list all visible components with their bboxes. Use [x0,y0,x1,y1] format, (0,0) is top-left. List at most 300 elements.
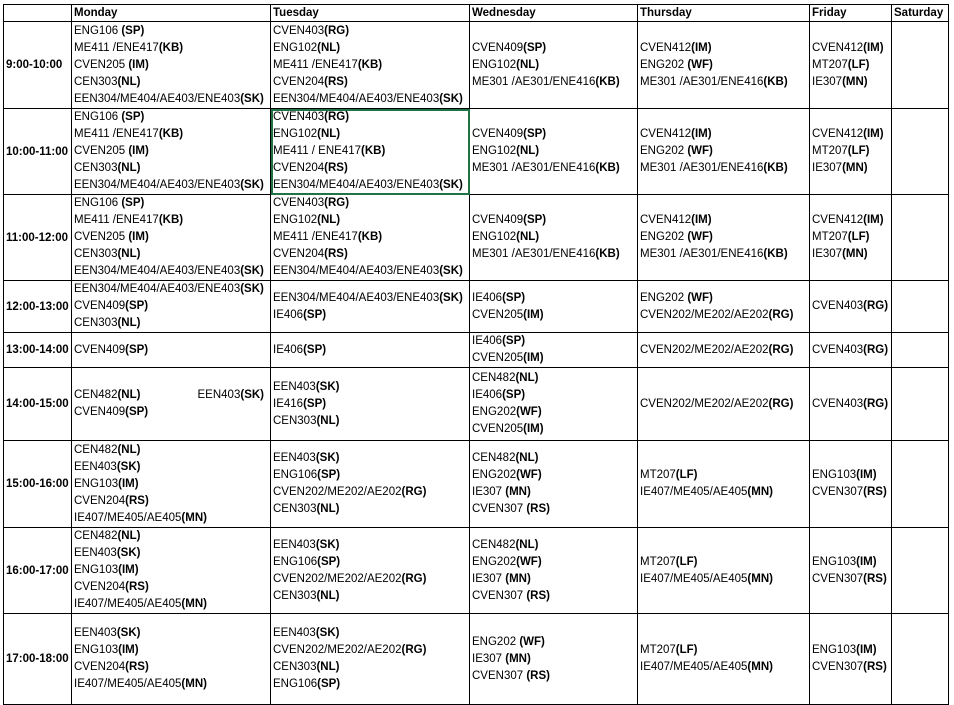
instructor-initials: (SP) [121,24,145,37]
instructor-initials: (NL) [515,538,539,551]
instructor-initials: (KB) [763,75,788,88]
instructor-initials: (NL) [117,389,141,401]
instructor-initials: (SP) [303,397,327,410]
schedule-cell-friday[interactable] [810,281,892,333]
corner-cell[interactable] [4,5,72,22]
schedule-cell-friday[interactable] [810,614,892,705]
schedule-cell-friday[interactable] [810,109,892,195]
instructor-initials: (NL) [316,503,340,515]
course-entry [640,554,807,571]
course-code: ENG202 [472,469,517,481]
course-code: CEN482 [472,452,516,464]
instructor-initials: (WF) [687,291,713,304]
instructor-initials: (SK) [315,380,340,393]
instructor-initials: (WF) [516,555,542,568]
course-code: CEN482 [74,389,118,401]
course-entry [812,246,889,263]
instructor-initials: (WF) [516,406,542,418]
course-code: MT207 [640,555,676,568]
schedule-cell-thursday[interactable] [638,333,810,368]
course-code: IE407/ME405/AE405 [640,486,748,498]
schedule-cell-monday[interactable] [72,614,271,705]
schedule-cell-saturday[interactable] [892,441,949,528]
instructor-initials: (NL) [516,145,540,157]
instructor-initials: (NL) [317,128,341,140]
course-code: EEN403 [197,389,241,401]
instructor-initials: (RS) [324,75,348,88]
course-entry [472,634,635,651]
instructor-initials: (SP) [125,343,149,356]
course-code: EEN304/ME404/AE403/ENE403 [273,265,440,277]
course-code: CVEN409 [472,128,524,140]
instructor-initials: (MN) [842,248,868,260]
instructor-initials: (RS) [863,486,887,498]
schedule-cell-friday[interactable] [810,22,892,109]
course-entry [812,57,889,74]
course-code: IE307 [812,162,843,174]
schedule-cell-wednesday[interactable] [470,195,638,281]
schedule-cell-wednesday[interactable] [470,281,638,333]
instructor-initials: (NL) [117,443,141,456]
instructor-initials: (RG) [401,572,427,585]
course-entry [812,126,889,143]
course-entry [74,91,268,108]
instructor-initials: (MN) [842,75,868,88]
course-entry [74,57,268,74]
instructor-initials: (NL) [515,452,539,464]
course-entry [74,342,268,359]
course-entry [273,450,467,467]
course-code: IE307 [812,75,843,88]
course-entry [472,143,635,160]
course-code: CVEN204 [273,162,325,174]
instructor-initials: (SP) [303,308,327,321]
day-header-tuesday[interactable]: Tuesday [271,5,470,22]
course-entry [812,484,889,501]
course-code: CVEN403 [273,197,325,209]
schedule-cell-friday[interactable] [810,195,892,281]
course-entry [273,484,467,501]
course-code: IE407/ME405/AE405 [74,598,182,610]
course-entry [472,57,635,74]
course-entry [74,476,268,493]
course-code: ME411 /ENE417 [74,41,159,54]
course-code: IE407/ME405/AE405 [640,572,748,585]
course-code: CVEN307 [472,589,527,602]
instructor-initials: (RG) [401,644,427,656]
day-header-thursday[interactable]: Thursday [638,5,810,22]
course-entry [640,307,807,324]
schedule-cell-saturday[interactable] [892,195,949,281]
course-code: ENG202 [472,406,517,418]
schedule-cell-tuesday[interactable] [271,441,470,528]
time-slot-cell[interactable]: 15:00-16:00 [4,441,72,528]
instructor-initials: (RS) [863,572,887,585]
instructor-initials: (SK) [240,179,264,191]
schedule-cell-tuesday[interactable] [271,195,470,281]
course-code: CVEN204 [74,581,126,593]
course-code: CVEN412 [812,41,864,54]
time-slot-cell[interactable]: 14:00-15:00 [4,368,72,441]
schedule-cell-saturday[interactable] [892,22,949,109]
instructor-initials: (SK) [116,547,141,559]
course-code: CVEN202/ME202/AE202 [640,397,769,410]
course-code: ENG106 [74,197,122,209]
course-entry [812,554,889,571]
schedule-cell-thursday[interactable] [638,441,810,528]
course-code: MT207 [812,231,848,243]
instructor-initials: (SK) [439,265,463,277]
schedule-cell-wednesday[interactable] [470,333,638,368]
schedule-cell-thursday[interactable] [638,281,810,333]
instructor-initials: (KB) [357,58,383,71]
course-entry [472,668,635,685]
schedule-cell-wednesday[interactable] [470,614,638,705]
schedule-cell-thursday[interactable] [638,22,810,109]
course-entry [74,596,268,613]
schedule-cell-tuesday[interactable] [271,614,470,705]
day-header-wednesday[interactable]: Wednesday [470,5,638,22]
course-entry [812,342,889,359]
course-entry [812,571,889,588]
instructor-initials: (IM) [128,58,149,71]
time-slot-cell[interactable]: 17:00-18:00 [4,614,72,705]
instructor-initials: (NL) [317,41,341,54]
instructor-initials: (SP) [502,335,526,347]
schedule-cell-monday[interactable] [72,281,271,333]
course-code: CVEN412 [640,128,692,140]
course-entry [74,459,268,476]
course-code: ME301 /AE301/ENE416 [472,248,596,260]
schedule-cell-saturday[interactable] [892,614,949,705]
course-code: ME301 /AE301/ENE416 [472,75,596,88]
schedule-cell-tuesday[interactable] [271,281,470,333]
course-code: EEN403 [273,452,316,464]
schedule-row [4,333,949,368]
schedule-cell-saturday[interactable] [892,528,949,614]
time-slot-cell[interactable]: 16:00-17:00 [4,528,72,614]
course-entry [74,642,268,659]
course-entry [74,315,268,332]
time-slot-cell[interactable]: 10:00-11:00 [4,109,72,195]
course-code: CEN303 [74,248,118,260]
course-code: ENG202 [640,145,688,157]
course-entry [74,229,268,246]
schedule-cell-friday[interactable] [810,528,892,614]
course-entry [74,246,268,263]
instructor-initials: (KB) [595,162,620,174]
instructor-initials: (KB) [158,214,184,226]
schedule-cell-monday[interactable] [72,528,271,614]
schedule-row [4,109,949,195]
instructor-initials: (SK) [439,179,463,191]
instructor-initials: (IM) [691,41,712,54]
schedule-cell-tuesday[interactable] [271,368,470,441]
course-code: EEN403 [273,627,316,639]
course-code: CVEN307 [812,486,864,498]
schedule-cell-friday[interactable] [810,333,892,368]
instructor-initials: (RS) [324,162,348,174]
time-slot-cell[interactable]: 12:00-13:00 [4,281,72,333]
instructor-initials: (NL) [316,414,340,427]
course-code: CVEN409 [472,214,524,226]
course-entry [74,143,268,160]
course-code: IE406 [273,308,304,321]
course-entry [812,143,889,160]
course-entry [74,659,268,676]
instructor-initials: (IM) [128,145,149,157]
course-code: ENG102 [472,58,517,71]
course-code: ENG102 [472,231,517,243]
course-entry [273,57,467,74]
course-code: CEN482 [74,443,118,456]
course-entry [74,387,268,404]
course-entry [640,342,807,359]
instructor-initials: (SP) [502,389,526,401]
schedule-cell-monday[interactable] [72,22,271,109]
course-entry [273,554,467,571]
course-entry [74,493,268,510]
course-entry [273,659,467,676]
course-entry [812,160,889,177]
course-entry [74,40,268,57]
instructor-initials: (RS) [526,503,550,515]
instructor-initials: (MN) [181,511,207,524]
course-entry [74,676,268,693]
schedule-cell-saturday[interactable] [892,368,949,441]
course-code: MT207 [812,58,848,71]
instructor-initials: (LF) [675,644,698,656]
course-entry [472,387,635,404]
course-entry [74,195,268,212]
instructor-initials: (SP) [121,111,145,123]
schedule-cell-wednesday[interactable] [470,109,638,195]
instructor-initials: (SP) [125,406,149,418]
course-entry [640,40,807,57]
instructor-initials: (WF) [687,145,713,157]
course-entry [273,160,467,177]
course-code: CEN303 [74,75,118,88]
schedule-cell-monday[interactable] [72,195,271,281]
course-code: CVEN202/ME202/AE202 [273,644,402,656]
course-code: IE307 [472,652,506,665]
instructor-initials: (SP) [125,300,149,312]
course-code: CVEN204 [74,661,126,673]
day-header-friday[interactable]: Friday [810,5,892,22]
course-code: EEN403 [74,547,117,559]
instructor-initials: (SK) [439,92,463,105]
schedule-cell-saturday[interactable] [892,281,949,333]
instructor-initials: (NL) [117,530,141,542]
schedule-cell-thursday[interactable] [638,368,810,441]
course-entry [273,143,467,160]
instructor-initials: (RG) [863,343,889,356]
schedule-row [4,22,949,109]
course-code: CVEN403 [812,397,864,410]
course-entry [640,160,807,177]
instructor-initials: (IM) [856,469,877,481]
instructor-initials: (RS) [863,661,887,673]
course-code: IE406 [472,335,503,347]
course-code: EEN304/ME404/AE403/ENE403 [74,265,241,277]
instructor-initials: (WF) [516,469,542,481]
schedule-cell-thursday[interactable] [638,528,810,614]
schedule-cell-tuesday[interactable] [271,528,470,614]
course-code: ME301 /AE301/ENE416 [472,162,596,174]
course-entry [812,642,889,659]
course-code: EEN304/ME404/AE403/ENE403 [273,92,440,105]
course-entry [472,229,635,246]
course-code: ME411 /ENE417 [273,58,358,71]
schedule-cell-wednesday[interactable] [470,528,638,614]
schedule-cell-wednesday[interactable] [470,368,638,441]
time-slot-cell[interactable]: 11:00-12:00 [4,195,72,281]
course-code: CVEN204 [273,75,325,88]
instructor-initials: (RG) [768,343,794,356]
course-entry [472,74,635,91]
course-entry [273,229,467,246]
course-code: ENG106 [74,24,122,37]
course-code: ENG103 [812,644,857,656]
instructor-initials: (IM) [118,644,139,656]
instructor-initials: (KB) [357,231,383,243]
course-code: CEN303 [74,162,118,174]
instructor-initials: (RS) [125,494,149,507]
instructor-initials: (MN) [505,486,531,498]
schedule-cell-tuesday[interactable] [271,22,470,109]
course-entry [472,333,635,350]
schedule-cell-saturday[interactable] [892,109,949,195]
schedule-cell-monday[interactable] [72,441,271,528]
schedule-cell-monday[interactable] [72,109,271,195]
course-entry [74,442,268,459]
instructor-initials: (IM) [863,214,884,226]
instructor-initials: (MN) [842,162,868,174]
instructor-initials: (SP) [523,214,547,226]
course-entry [472,571,635,588]
course-entry [273,625,467,642]
schedule-cell-tuesday[interactable] [271,333,470,368]
schedule-cell-wednesday[interactable] [470,22,638,109]
schedule-cell-thursday[interactable] [638,614,810,705]
course-code: CVEN409 [472,41,524,54]
course-entry [273,537,467,554]
course-code: ENG103 [812,555,857,568]
instructor-initials: (RG) [324,111,350,123]
course-entry [74,23,268,40]
course-code: ENG102 [472,145,517,157]
course-entry [472,246,635,263]
schedule-row [4,614,949,705]
schedule-cell-monday[interactable] [72,333,271,368]
course-entry [273,413,467,430]
course-code: CEN482 [74,530,118,542]
schedule-cell-saturday[interactable] [892,333,949,368]
course-code: MT207 [812,145,848,157]
instructor-initials: (NL) [516,231,540,243]
course-entry [273,74,467,91]
timetable-body [4,22,949,705]
schedule-row [4,195,949,281]
instructor-initials: (NL) [316,661,340,673]
instructor-initials: (SK) [116,460,141,473]
course-entry [812,467,889,484]
schedule-cell-thursday[interactable] [638,195,810,281]
course-code: CVEN205 [472,423,524,435]
instructor-initials: (SK) [315,627,340,639]
day-header-monday[interactable]: Monday [72,5,271,22]
day-header-saturday[interactable]: Saturday [892,5,949,22]
instructor-initials: (RG) [401,486,427,498]
schedule-cell-wednesday[interactable] [470,441,638,528]
course-entry [472,588,635,605]
course-entry [472,450,635,467]
instructor-initials: (KB) [361,145,386,157]
instructor-initials: (SK) [240,265,264,277]
schedule-cell-friday[interactable] [810,368,892,441]
course-code: CEN303 [273,414,317,427]
course-code: ENG202 [640,58,688,71]
course-code: ENG103 [74,564,119,576]
course-entry [472,350,635,367]
time-slot-cell[interactable]: 9:00-10:00 [4,22,72,109]
schedule-row [4,281,949,333]
schedule-cell-monday[interactable] [72,368,271,441]
instructor-initials: (IM) [856,644,877,656]
instructor-initials: (NL) [317,214,341,226]
instructor-initials: (IM) [523,352,544,364]
time-slot-cell[interactable]: 13:00-14:00 [4,333,72,368]
instructor-initials: (IM) [691,214,712,226]
instructor-initials: (MN) [747,661,773,673]
instructor-initials: (SP) [317,678,341,690]
course-code: ME411 /ENE417 [74,128,159,140]
course-entry [640,290,807,307]
course-code: IE407/ME405/AE405 [640,661,748,673]
course-code: CVEN409 [74,343,126,356]
course-code: ENG102 [273,41,318,54]
course-entry-right [198,387,268,404]
instructor-initials: (RS) [526,669,550,682]
course-code: CEN482 [472,372,516,384]
course-entry [640,126,807,143]
course-code: CVEN202/ME202/AE202 [273,572,402,585]
instructor-initials: (MN) [747,486,773,498]
course-code: IE407/ME405/AE405 [74,678,182,690]
course-entry [472,484,635,501]
course-code: CVEN412 [640,41,692,54]
course-code: ME411 /ENE417 [273,231,358,243]
course-entry [472,370,635,387]
course-code: EEN304/ME404/AE403/ENE403 [74,283,241,295]
course-code: ENG106 [74,111,122,123]
schedule-cell-friday[interactable] [810,441,892,528]
course-entry [74,177,268,194]
course-code: MT207 [640,469,676,481]
course-entry [74,126,268,143]
course-code: ENG202 [472,555,517,568]
schedule-cell-thursday[interactable] [638,109,810,195]
instructor-initials: (MN) [181,598,207,610]
schedule-cell-tuesday[interactable] [271,109,470,195]
course-code: CVEN409 [74,406,126,418]
instructor-initials: (IM) [523,308,544,321]
course-code: CVEN205 [472,308,524,321]
course-code: IE416 [273,397,304,410]
instructor-initials: (SK) [240,389,264,401]
course-entry [640,467,807,484]
course-code: CVEN204 [74,494,126,507]
